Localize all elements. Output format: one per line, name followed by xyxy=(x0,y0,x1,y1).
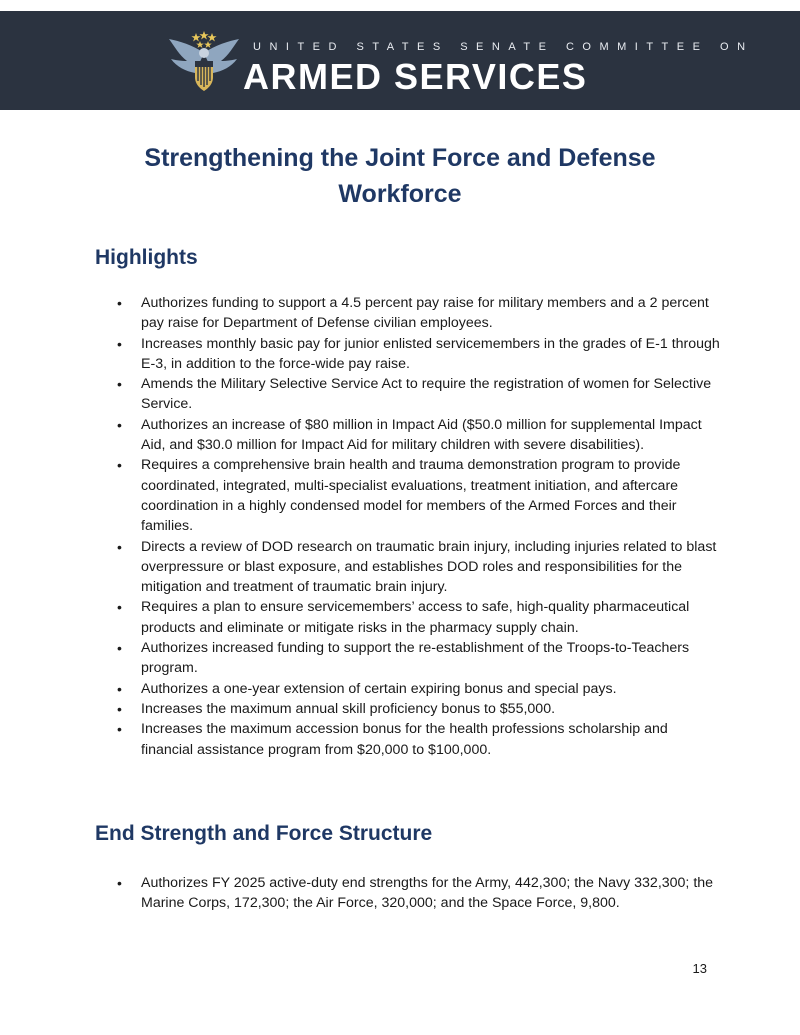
eagle-shield-stars-icon xyxy=(165,31,243,97)
list-item: • Authorizes a one-year extension of certain expiring bonus and special pays. xyxy=(141,679,721,699)
list-item: • Increases the maximum accession bonus for the health professions scholarship and financial assistance program from $20,000 to $100,000. xyxy=(117,721,668,758)
list-item: • Requires a plan to ensure servicemembers’ access to safe, high-quality pharmaceutical products and eliminate or mitigate risks in the pharmacy supply chain. xyxy=(117,599,690,636)
bullet-icon: • xyxy=(117,640,122,657)
committee-name-line1: UNITED STATES SENATE COMMITTEE ON xyxy=(253,41,754,53)
section-heading-end-strength: End Strength and Force Structure xyxy=(95,822,433,845)
bullet-icon: • xyxy=(117,376,122,393)
page-title: Strengthening the Joint Force and Defense Workforce xyxy=(144,144,656,208)
bullet-icon: • xyxy=(117,700,122,717)
list-item: • Amends the Military Selective Service Act to require the registration of women for Selective Service. xyxy=(117,376,712,413)
committee-name-line2: ARMED SERVICES xyxy=(243,56,588,97)
list-item: • Authorizes funding to support a 4.5 percent pay raise for military members and a 2 percent pay raise for Department of Defense civilian employees. xyxy=(117,295,709,332)
section-heading-highlights: Highlights xyxy=(95,246,198,269)
header-banner xyxy=(0,11,800,110)
bullet-icon: • xyxy=(117,416,122,433)
bullet-icon: • xyxy=(117,875,122,891)
bullet-icon: • xyxy=(117,680,122,697)
list-item: • Increases monthly basic pay for junior enlisted servicemembers in the grades of E-1 through E-3, in addition to the force-wide pay raise. xyxy=(117,335,720,372)
list-item: • Authorizes FY 2025 active-duty end strengths for the Army, 442,300; the Navy 332,300; the Marine Corps, 172,300; the Air Force, 320,000; and the Space Force, 9,800. xyxy=(117,875,714,912)
list-item: • Directs a review of DOD research on traumatic brain injury, including injuries related to blast overpressure or blast exposure, and establishes DOD roles and responsibilities for the mitigation and treatment of traumatic brain injury. xyxy=(117,538,717,596)
bullet-icon: • xyxy=(117,538,122,555)
list-item: • Authorizes an increase of $80 million in Impact Aid ($50.0 million for supplemental Impact Aid, and $30.0 million for Impact Aid for military children with severe disabilities). xyxy=(117,416,702,454)
bullet-icon: • xyxy=(117,295,122,311)
list-item: • Increases the maximum annual skill proficiency bonus to $55,000. xyxy=(141,699,721,719)
bullet-icon: • xyxy=(117,457,122,474)
list-item: • Authorizes increased funding to support the re-establishment of the Troops-to-Teachers program. xyxy=(117,640,690,677)
end-strength-list xyxy=(117,873,721,914)
list-item: • Requires a comprehensive brain health and trauma demonstration program to provide coordinated, integrated, multi-specialist evaluations, treatment initiation, and aftercare coordination in a highly condensed model for members of the Armed Forces and their families. xyxy=(117,457,681,535)
highlights-list xyxy=(117,293,721,760)
bullet-icon: • xyxy=(117,599,122,616)
page-number: 13 xyxy=(692,961,707,976)
bullet-icon: • xyxy=(117,335,122,352)
bullet-icon: • xyxy=(117,721,122,738)
